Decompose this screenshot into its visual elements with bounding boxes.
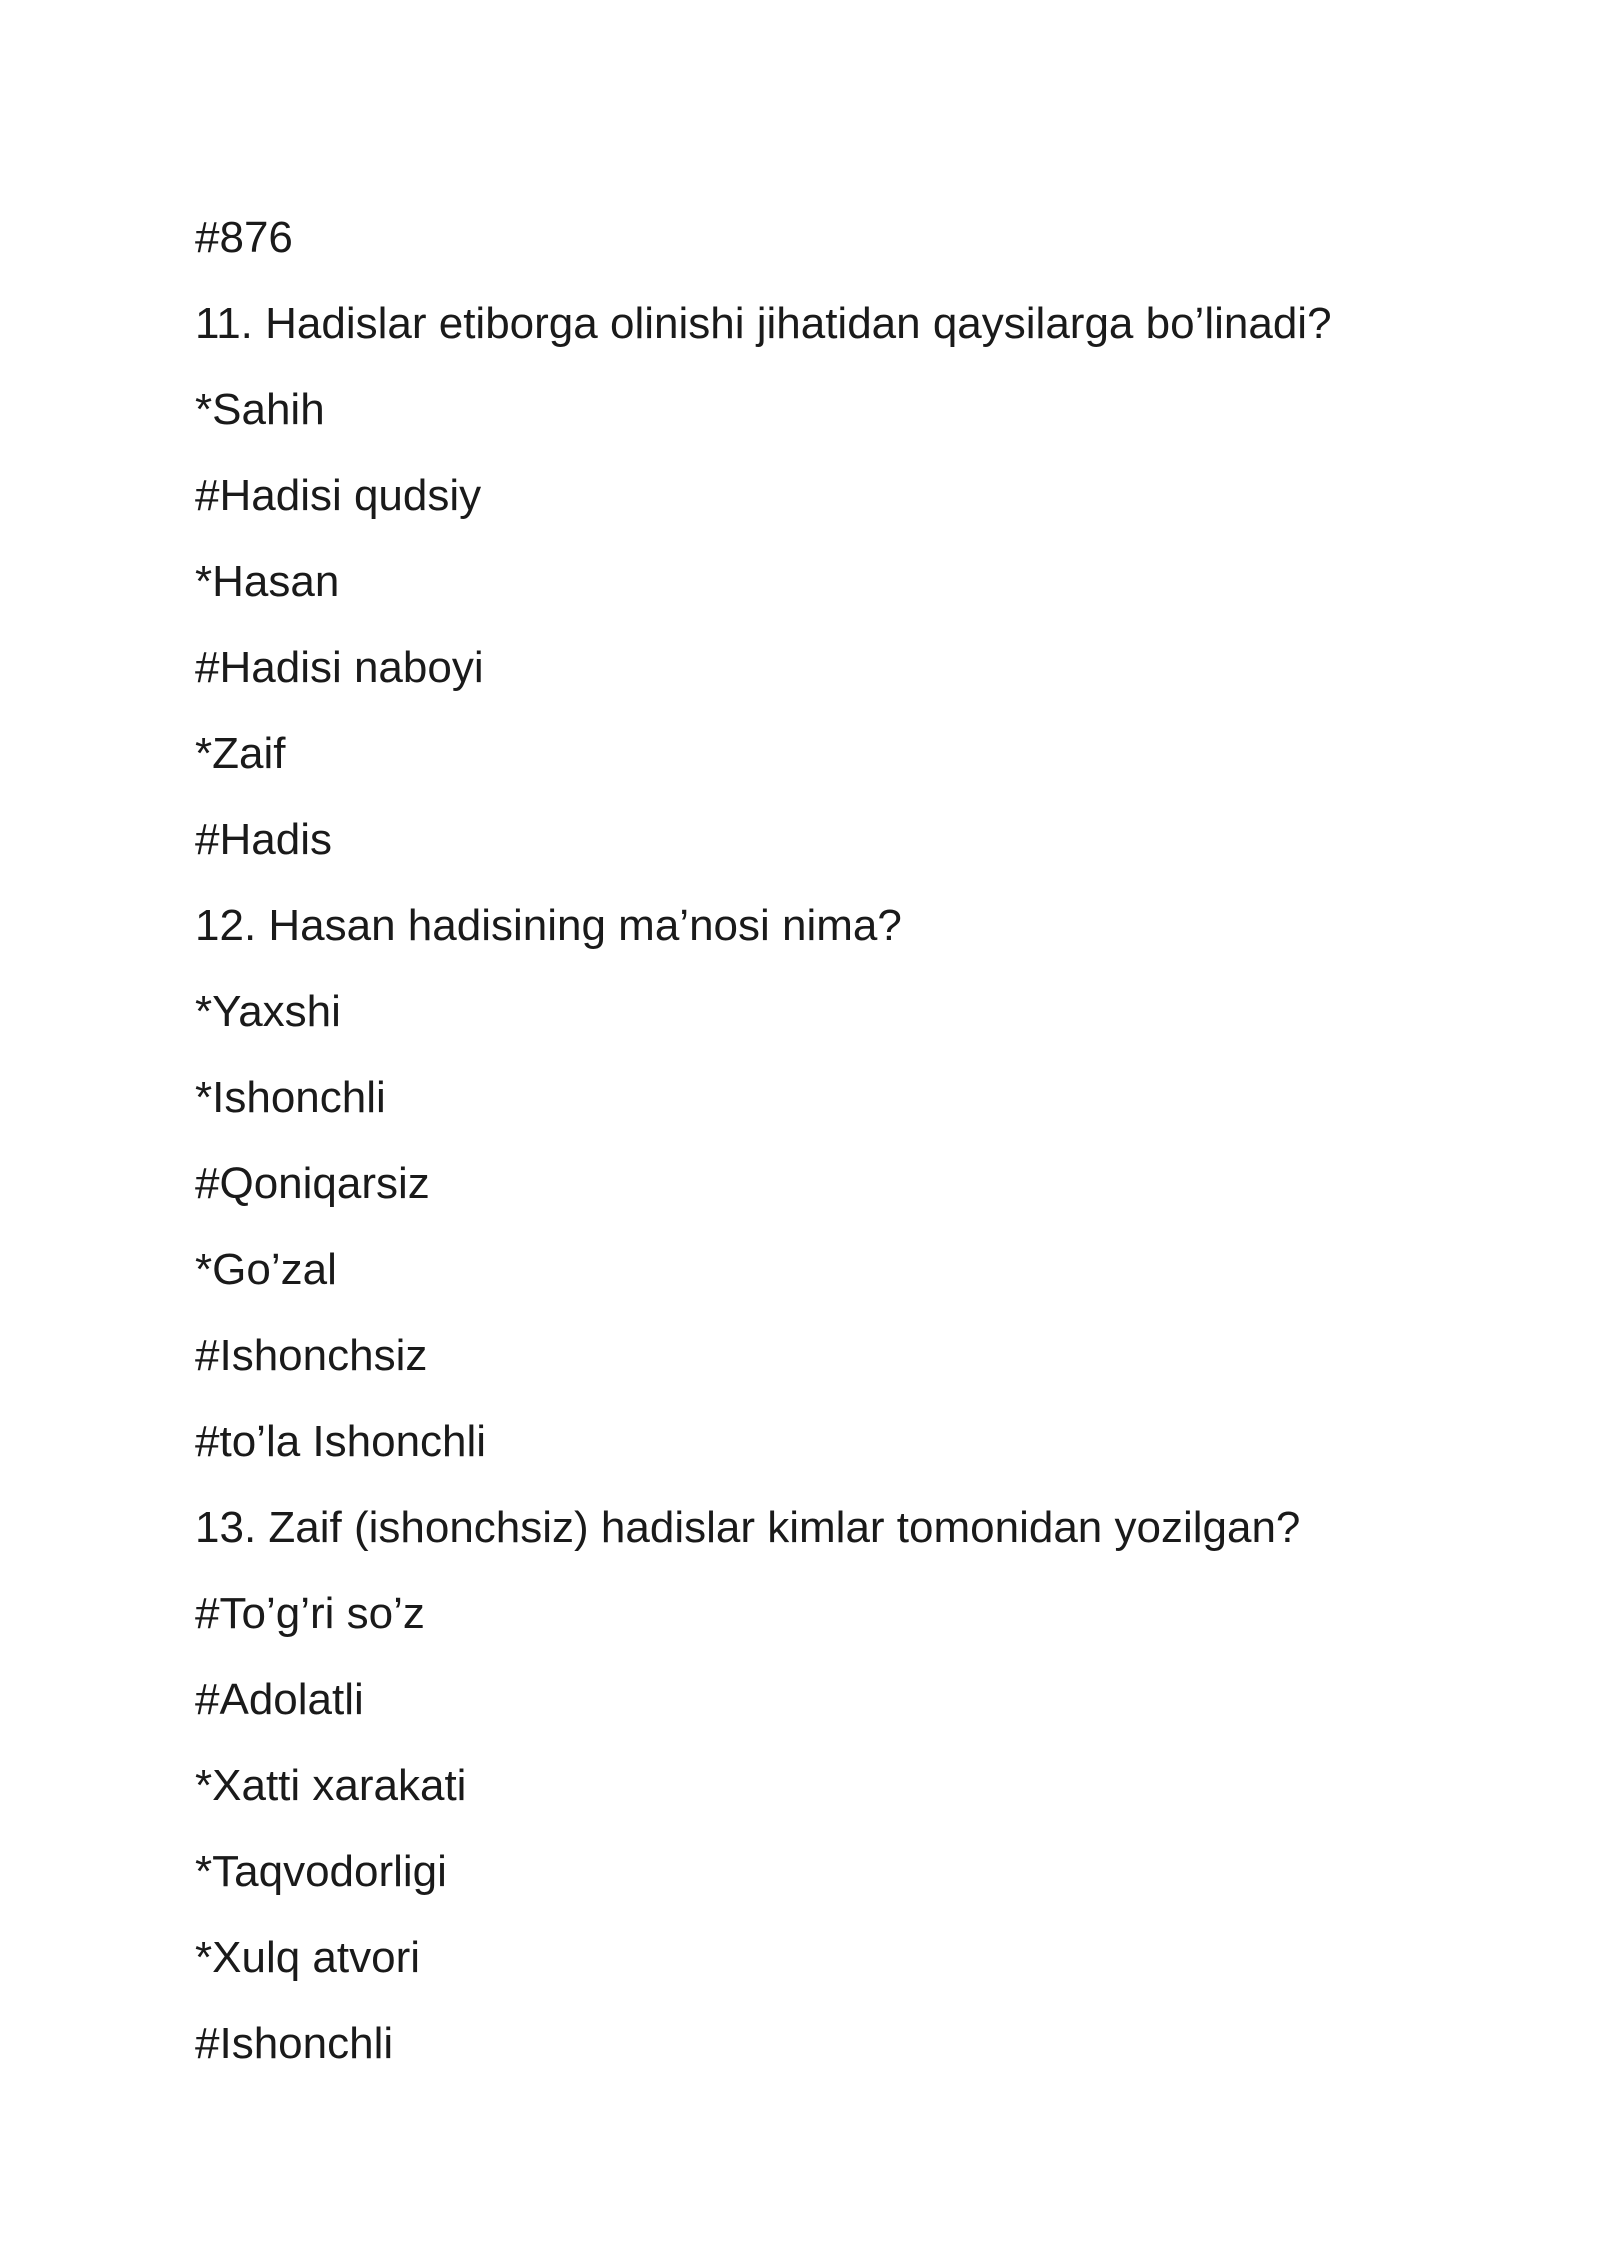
- answer-line: *Sahih: [195, 385, 325, 434]
- question-13: 13. Zaif (ishonchsiz) hadislar kimlar tomonidan yozilgan?: [195, 1503, 1301, 1552]
- answer-line: #to’la Ishonchli: [195, 1417, 487, 1466]
- answer-line: *Xulq atvori: [195, 1933, 421, 1982]
- answer-line: #Ishonchsiz: [195, 1331, 428, 1380]
- answer-line: #Ishonchli: [195, 2019, 394, 2068]
- answer-line: #Adolatli: [195, 1675, 364, 1724]
- answer-line: *Zaif: [195, 729, 286, 778]
- answer-line: *Hasan: [195, 557, 340, 606]
- answer-line: #Qoniqarsiz: [195, 1159, 430, 1208]
- question-11: 11. Hadislar etiborga olinishi jihatidan qaysilarga bo’linadi?: [195, 299, 1332, 348]
- answer-line: *Go’zal: [195, 1245, 337, 1294]
- answer-line: *Ishonchli: [195, 1073, 386, 1122]
- answer-line: #Hadisi naboyi: [195, 643, 484, 692]
- question-12: 12. Hasan hadisining ma’nosi nima?: [195, 901, 902, 950]
- answer-line: *Taqvodorligi: [195, 1847, 447, 1896]
- answer-line: #Hadisi qudsiy: [195, 471, 482, 520]
- answer-line: *Xatti xarakati: [195, 1761, 467, 1810]
- document-body: [195, 195, 1445, 2087]
- answer-line: #876: [195, 213, 293, 262]
- answer-line: #To’g’ri so’z: [195, 1589, 425, 1638]
- answer-line: *Yaxshi: [195, 987, 341, 1036]
- answer-line: #Hadis: [195, 815, 332, 864]
